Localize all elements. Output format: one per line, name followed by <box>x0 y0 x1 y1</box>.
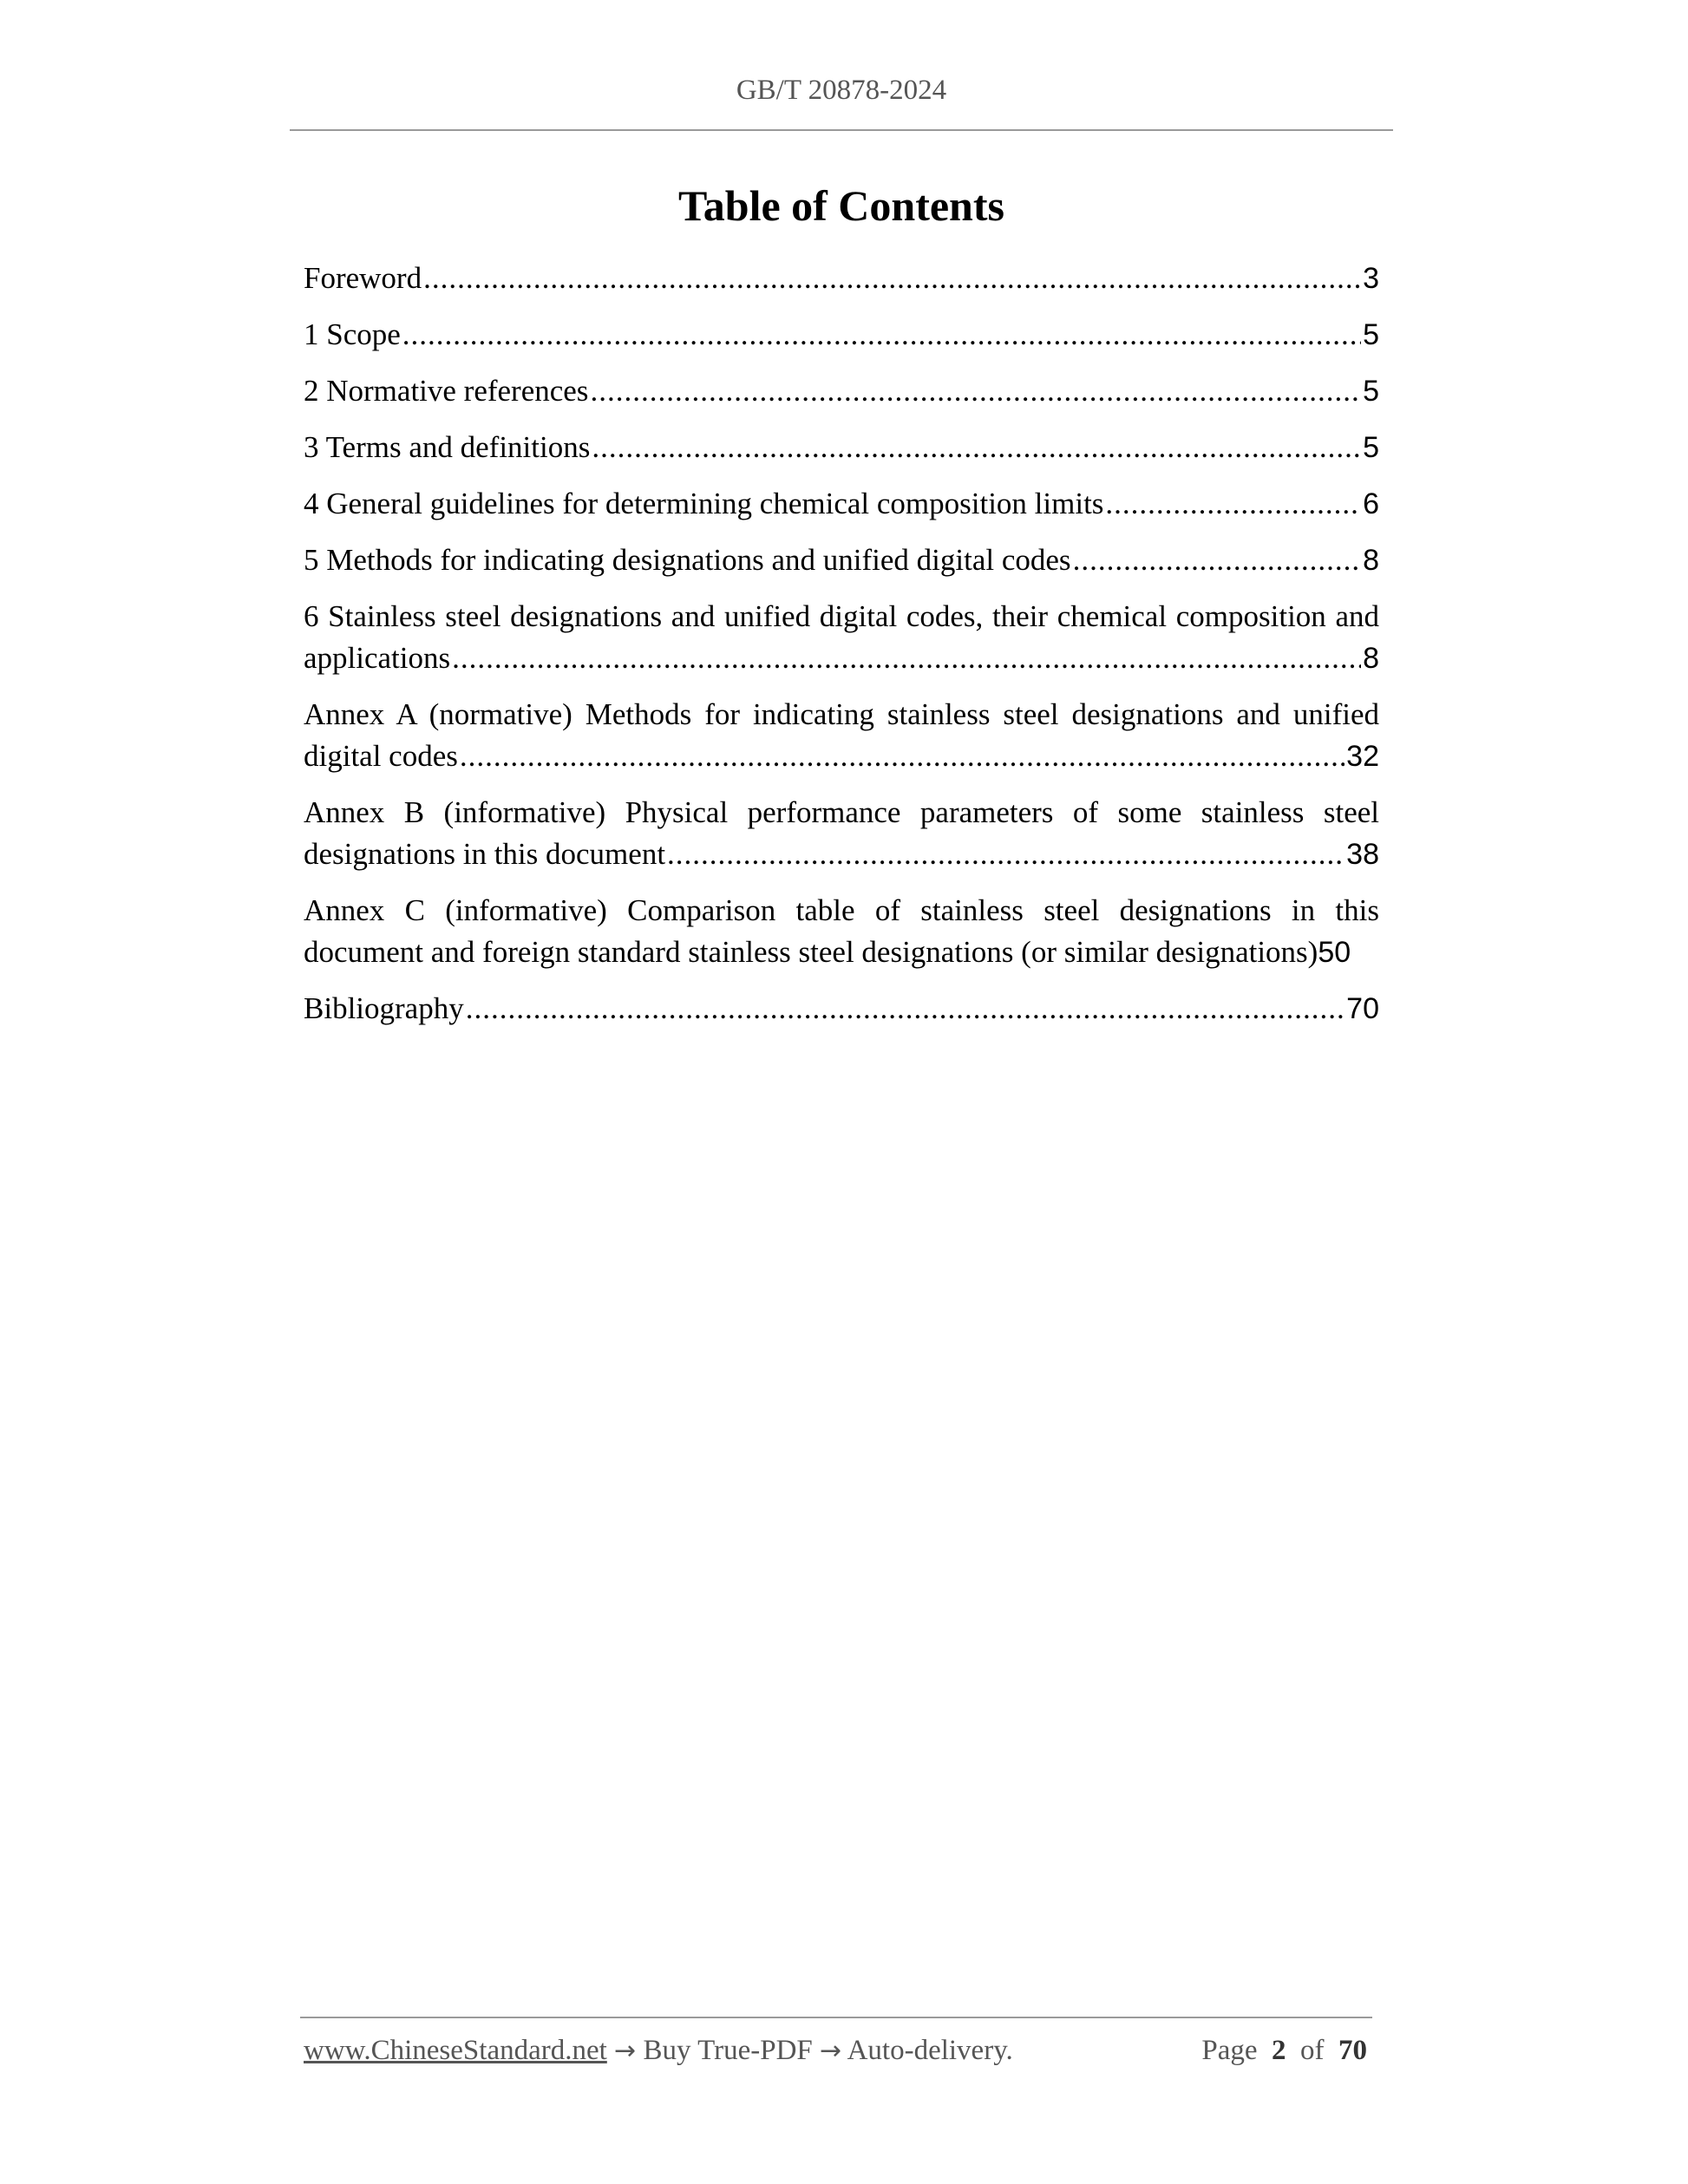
toc-page-number: 38 <box>1346 838 1379 871</box>
toc-entry-label: 4 General guidelines for determining chemical composition limits <box>304 487 1104 520</box>
toc-page-number: 70 <box>1346 992 1379 1025</box>
toc-page-number: 8 <box>1363 544 1379 577</box>
toc-entry-label-line1: Annex A (normative) Methods for indicating stainless steel designations and unified <box>304 697 1379 731</box>
toc-entry-general-guidelines[interactable] <box>304 483 1379 525</box>
toc-entry-label-line2: digital codes <box>304 739 458 773</box>
page-indicator <box>1201 2035 1367 2067</box>
page-current: 2 <box>1272 2035 1286 2066</box>
page-word: Page <box>1201 2035 1258 2066</box>
header-divider <box>290 129 1393 131</box>
toc-page-number: 50 <box>1318 936 1351 969</box>
delivery-text: Auto-delivery. <box>841 2035 1013 2066</box>
toc-entry-stainless-designations[interactable] <box>304 596 1379 679</box>
toc-entry-label-line2: designations in this document <box>304 837 666 871</box>
toc-entry-label: 1 Scope <box>304 317 401 351</box>
toc-page-number: 8 <box>1363 642 1379 675</box>
toc-entry-label: Bibliography <box>304 991 464 1025</box>
toc-entry-scope[interactable] <box>304 314 1379 356</box>
toc-entry-label: 3 Terms and definitions <box>304 430 591 464</box>
footer-divider <box>300 2017 1372 2018</box>
dot-leader <box>460 736 1345 777</box>
document-id-header: GB/T 20878-2024 <box>736 75 947 106</box>
toc-entry-annex-a[interactable] <box>304 694 1379 777</box>
toc-entry-label: Foreword <box>304 261 422 295</box>
toc-entry-terms-definitions[interactable] <box>304 427 1379 468</box>
dot-leader <box>402 314 1361 356</box>
of-word: of <box>1300 2035 1325 2066</box>
toc-entry-bibliography[interactable] <box>304 988 1379 1030</box>
toc-entry-annex-c[interactable] <box>304 890 1379 973</box>
toc-page-number: 5 <box>1363 375 1379 408</box>
buy-text: Buy True-PDF <box>636 2035 821 2066</box>
page-title: Table of Contents <box>678 181 1004 230</box>
dot-leader <box>590 370 1361 412</box>
toc-page-number: 32 <box>1346 740 1379 773</box>
arrow-right-icon: → <box>614 2036 637 2066</box>
toc-entry-methods-designations[interactable] <box>304 539 1379 581</box>
toc-entry-label: 2 Normative references <box>304 374 589 408</box>
toc-entry-foreword[interactable] <box>304 258 1379 299</box>
dot-leader <box>592 427 1361 468</box>
toc-entry-label-line1: Annex B (informative) Physical performance parameters of some stainless steel <box>304 795 1379 829</box>
dot-leader <box>423 258 1361 299</box>
arrow-right-icon: → <box>820 2036 842 2066</box>
toc-page-number: 3 <box>1363 262 1379 295</box>
dot-leader <box>466 988 1345 1030</box>
dot-leader <box>667 834 1345 875</box>
toc-entry-annex-b[interactable] <box>304 792 1379 875</box>
toc-page-number: 5 <box>1363 318 1379 351</box>
toc-entry-label: 5 Methods for indicating designations and unified digital codes <box>304 543 1071 577</box>
dot-leader <box>452 638 1361 679</box>
toc-entry-label-line1: Annex C (informative) Comparison table of stainless steel designations in this <box>304 893 1379 927</box>
table-of-contents <box>304 258 1379 1044</box>
footer-promo <box>304 2035 1013 2067</box>
toc-entry-label-line2: applications <box>304 641 451 675</box>
toc-page-number: 6 <box>1363 487 1379 520</box>
dot-leader <box>1105 483 1361 525</box>
toc-entry-normative-references[interactable] <box>304 370 1379 412</box>
dot-leader <box>1073 539 1362 581</box>
toc-entry-label-line1: 6 Stainless steel designations and unified digital codes, their chemical composition and <box>304 599 1379 633</box>
site-link[interactable]: www.ChineseStandard.net <box>304 2035 607 2066</box>
toc-entry-label-line2: document and foreign standard stainless steel designations (or similar designations) <box>304 935 1318 969</box>
toc-page-number: 5 <box>1363 431 1379 464</box>
page-total: 70 <box>1338 2035 1367 2066</box>
